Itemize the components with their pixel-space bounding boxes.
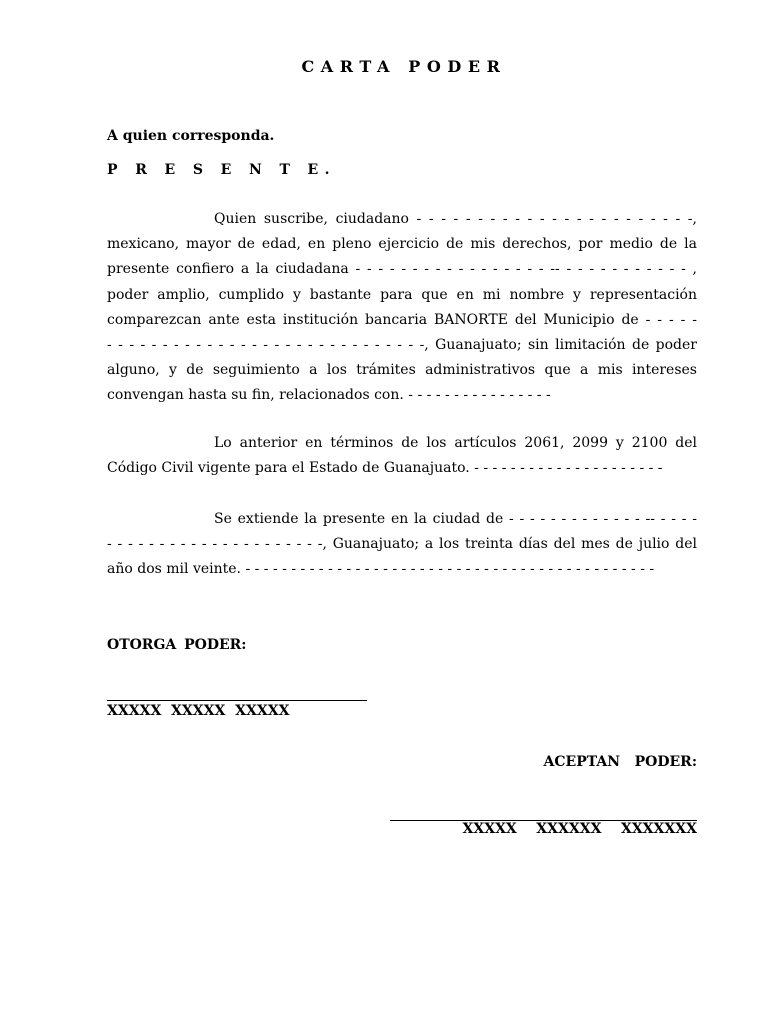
paragraph-line: - - - - - - - - - - - - - - - - - - - - -, Guanajuato; a los treinta días del mes de julio del bbox=[107, 536, 697, 553]
presente-heading: P R E S E N T E. bbox=[107, 162, 336, 178]
paragraph-line: Lo anterior en términos de los artículos 2061, 2099 y 2100 del bbox=[214, 435, 697, 451]
grantor-signature-line bbox=[107, 700, 367, 701]
paragraph-line: - - - - - - - - - - - - - - - - - - - - - - - - - - - - -, Guanajuato; sin limitación de poder bbox=[107, 336, 697, 353]
paragraph-line: convengan hasta su fin, relacionados con. - - - - - - - - - - - - - - - - bbox=[107, 387, 551, 404]
document-title: CARTA PODER bbox=[301, 57, 507, 76]
paragraph-line: año dos mil veinte. - - - - - - - - - - - - - - - - - - - - - - - - - - - - - - - - - - - - - - - - - - - - - bbox=[107, 561, 655, 578]
paragraph-grant-of-power bbox=[107, 207, 697, 409]
paragraph-legal-basis bbox=[107, 431, 697, 481]
paragraph-line: alguno, y de seguimiento a los trámites administrativos que a mis intereses bbox=[107, 362, 697, 379]
salutation: A quien corresponda. bbox=[107, 128, 275, 144]
grantee-label: ACEPTAN PODER: bbox=[543, 754, 697, 770]
paragraph-line: mexicano, mayor de edad, en pleno ejercicio de mis derechos, por medio de la bbox=[107, 236, 697, 253]
paragraph-line: Código Civil vigente para el Estado de Guanajuato. - - - - - - - - - - - - - - - - - - - - - bbox=[107, 460, 663, 477]
paragraph-line: Quien suscribe, ciudadano - - - - - - - - - - - - - - - - - - - - - - -, bbox=[214, 211, 697, 227]
paragraph-line: Se extiende la presente en la ciudad de - - - - - - - - - - - - - -- - - - - bbox=[214, 511, 697, 527]
grantee-name: XXXXX XXXXXX XXXXXXX bbox=[462, 821, 697, 837]
paragraph-place-and-date bbox=[107, 507, 697, 583]
paragraph-line: comparezcan ante esta institución bancaria BANORTE del Municipio de - - - - - bbox=[107, 311, 697, 328]
paragraph-line: presente confiero a la ciudadana - - - - - - - - - - - - - - - - - -- - - - - - - - - - - - , bbox=[107, 261, 697, 278]
paragraph-line: poder amplio, cumplido y bastante para que en mi nombre y representación bbox=[107, 286, 697, 303]
grantor-label: OTORGA PODER: bbox=[107, 637, 247, 653]
grantor-name: XXXXX XXXXX XXXXX bbox=[107, 703, 290, 719]
